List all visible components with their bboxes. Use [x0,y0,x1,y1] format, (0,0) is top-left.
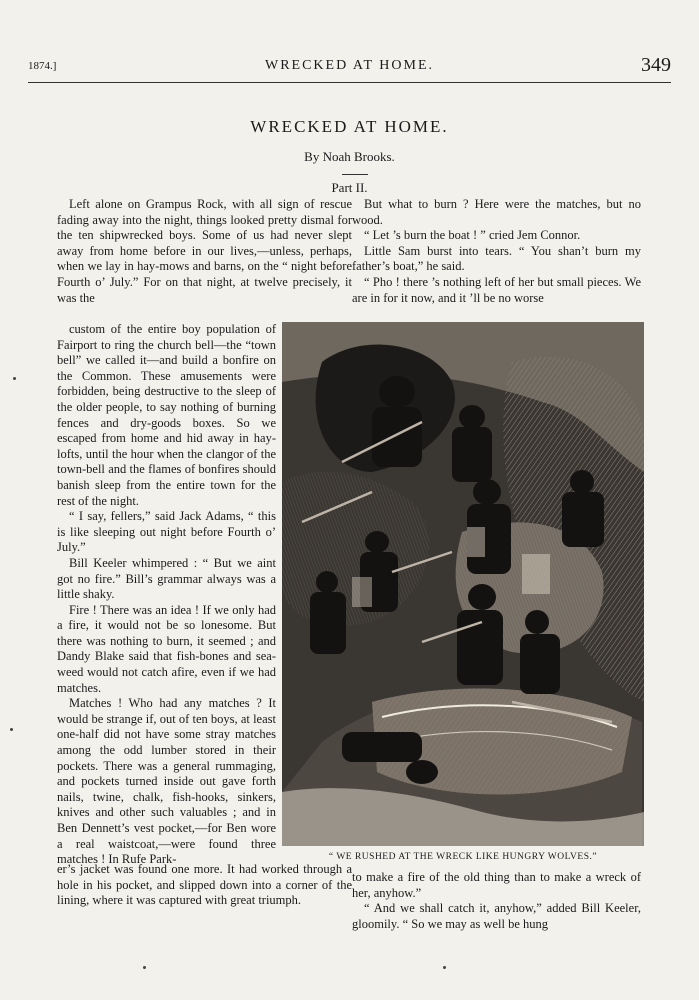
paragraph: Left alone on Grampus Rock, with all sign of rescue fading away into the night, things looked pretty dismal for the ten shipwrecked boys. Some of us had never slept away from home before in our lives,—unless, perhaps, when we lay in hay-mows and barns, on the “ night before Fourth o’ July.” For on that night, at twelve precisely, it was the [57,197,352,305]
illustration-caption: “ WE RUSHED AT THE WRECK LIKE HUNGRY WOLVES.” [328,852,598,862]
paragraph: Bill Keeler whimpered : “ But we aint got no fire.” Bill’s grammar always was a little shaky. [57,555,276,602]
wreck-engraving-image [282,322,644,846]
paragraph: custom of the entire boy population of Fairport to ring the church bell—the “town bell” we called it—and build a bonfire on the Common. These amusements were forbidden, being destructive to the sleep of the older people, to say nothing of burning fences and dry-goods boxes. So we escaped from home and hid away in hay-lofts, until the hour when the clangor of the town-bell and the flames of bonfires should banish sleep from the entire town for the rest of the night. [57,322,276,508]
paragraph: “ Pho ! there ’s nothing left of her but small pieces. We are in for it now, and it ’ll be no worse [352,274,641,305]
byline-rule [342,174,368,175]
margin-speck [143,966,146,969]
paragraph: “ I say, fellers,” said Jack Adams, “ this is like sleeping out night before Fourth o’ July.” [57,509,276,555]
column-left-top [57,197,352,306]
running-head-date: 1874.] [28,60,57,72]
margin-speck [13,377,16,380]
header-rule [28,82,671,83]
paragraph: Little Sam burst into tears. “ You shan’t burn my father’s boat,” he said. [352,243,641,274]
running-head-title: WRECKED AT HOME. [264,58,435,73]
paragraph: But what to burn ? Here were the matches, but no wood. [352,197,641,227]
paragraph: to make a fire of the old thing than to make a wreck of her, anyhow.” [352,870,641,900]
margin-speck [10,728,13,731]
column-right-top [352,197,641,306]
running-head [28,56,671,78]
page-number: 349 [641,54,671,76]
engraving-illustration [282,322,644,846]
margin-speck [443,966,446,969]
paragraph: “ Let ’s burn the boat ! ” cried Jem Connor. [364,228,581,243]
column-left-narrow [57,322,276,868]
paragraph: “ And we shall catch it, anyhow,” added Bill Keeler, gloomily. “ So we may as well be hung [352,901,641,931]
paragraph: Matches ! Who had any matches ? It would be strange if, out of ten boys, at least one-half did not have some stray matches among the odd lumber stored in their pockets. There was a general rummaging, and pockets turned inside out gave forth nails, twine, chalk, fish-hooks, sinkers, knives and other such valuables ; and in Ben Dennett’s vest pocket,—for Ben wore a real waistcoat,—were found three matches ! In Rufe Park- [57,696,276,867]
paragraph: Fire ! There was an idea ! If we only had a fire, it would not be so lonesome. But there was nothing to burn, it seemed ; and Dandy Blake said that fish-bones and sea-weed would not catch afire, even if we had matches. [57,602,276,695]
article-part: Part II. [331,180,368,195]
paragraph: er’s jacket was found one more. It had worked through a hole in his pocket, and slipped down into a corner of the lining, where it was captured with great triumph. [57,862,352,908]
column-right-bottom [352,870,641,932]
article-byline: By Noah Brooks. [304,149,395,164]
column-left-bottom [57,862,352,909]
article-title: WRECKED AT HOME. [250,117,449,136]
